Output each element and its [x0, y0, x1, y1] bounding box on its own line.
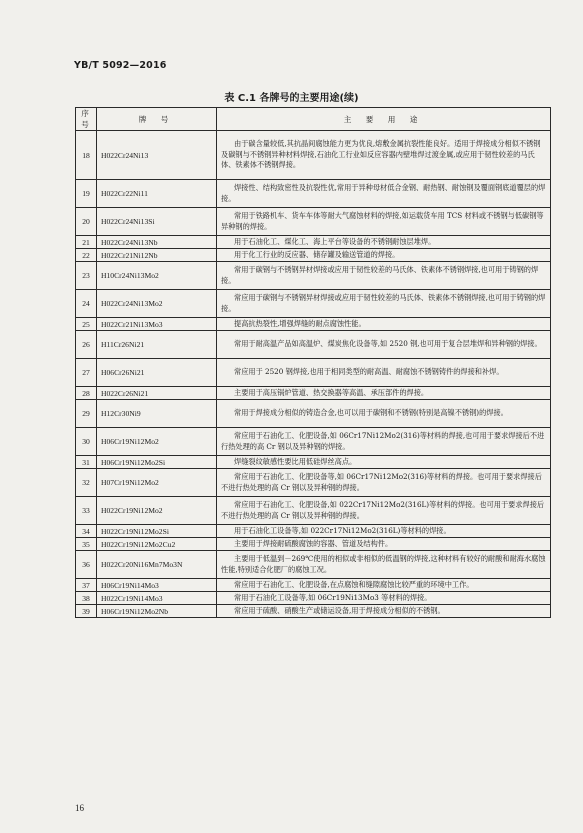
table-row	[76, 262, 551, 290]
row-number: 37	[76, 579, 97, 592]
row-grade: H022Cr19Ni12Mo2Cu2	[97, 538, 217, 551]
row-usage: 常用于碳钢与不锈钢异材焊接或应用于韧性较差的马氏体、铁素体不锈钢焊接,也可用于铸钢的焊接。	[217, 262, 551, 290]
row-number: 21	[76, 236, 97, 249]
row-grade: H022Cr20Ni16Mn7Mo3N	[97, 551, 217, 579]
row-usage: 常用于铁路机车、货车车体等耐大气腐蚀材料的焊接,如运载货车用 TCS 材料或不锈钢与低碳钢等异种钢的焊接。	[217, 208, 551, 236]
row-usage: 主要用于焊接耐硫酸腐蚀的容器、管道及结构件。	[217, 538, 551, 551]
column-header-no: 序号	[76, 108, 97, 131]
document-code: YB/T 5092—2016	[74, 60, 167, 71]
row-grade: H07Cr19Ni12Mo2	[97, 469, 217, 497]
row-grade: H06Cr26Ni21	[97, 359, 217, 387]
row-number: 20	[76, 208, 97, 236]
row-number: 30	[76, 428, 97, 456]
table-header-row	[76, 108, 551, 131]
row-number: 29	[76, 400, 97, 428]
row-grade: H022Cr24Ni13Si	[97, 208, 217, 236]
row-grade: H022Cr19Ni12Mo2	[97, 497, 217, 525]
table-row	[76, 180, 551, 208]
row-usage: 常应用于石油化工、化肥设备等,如 06Cr17Ni12Mo2(316)等材料的焊接。也可用于要求焊接后不进行热处理的高 Cr 钢以及异种钢的焊接。	[217, 469, 551, 497]
table-title: 表 C.1 各牌号的主要用途(续)	[224, 93, 359, 104]
row-number: 26	[76, 331, 97, 359]
row-usage: 主要用于低温到－269℃使用的相似或非相似的低温钢的焊接,这种材料有较好的耐酸和耐海水腐蚀性能,特别适合化肥厂的腐蚀工况。	[217, 551, 551, 579]
row-usage: 常应用于 2520 钢焊接,也用于相同类型的耐高温、耐腐蚀不锈钢铸件的焊接和补焊。	[217, 359, 551, 387]
row-usage: 焊缝裂纹敏感性要比用低硅焊丝高点。	[217, 456, 551, 469]
row-usage: 用于化工行业的反应器、储存罐及输送管道的焊接。	[217, 249, 551, 262]
table-row	[76, 525, 551, 538]
table-body	[76, 131, 551, 618]
row-usage: 用于石油化工、煤化工、海上平台等设备的不锈钢耐蚀层堆焊。	[217, 236, 551, 249]
row-number: 35	[76, 538, 97, 551]
table-row	[76, 605, 551, 618]
table-row	[76, 387, 551, 400]
page-number: 16	[75, 803, 84, 813]
row-usage: 焊接性、结构致密性及抗裂性优,常用于异种母材低合金钢、耐热钢、耐蚀钢及覆面钢底道覆层的焊接。	[217, 180, 551, 208]
row-usage: 常用于耐高温产品如高温炉、煤炭焦化设备等,如 2520 钢,也可用于复合层堆焊和异种钢的焊接。	[217, 331, 551, 359]
row-number: 32	[76, 469, 97, 497]
row-usage: 常应用于碳钢与不锈钢异材焊接或应用于韧性较差的马氏体、铁素体不锈钢焊接,也可用于铸钢的焊接。	[217, 290, 551, 318]
table-row	[76, 551, 551, 579]
row-grade: H022Cr19Ni12Mo2Si	[97, 525, 217, 538]
row-grade: H022Cr21Ni13Mo3	[97, 318, 217, 331]
row-number: 27	[76, 359, 97, 387]
table-row	[76, 592, 551, 605]
column-header-grade: 牌 号	[97, 108, 217, 131]
table-row	[76, 249, 551, 262]
table-row	[76, 400, 551, 428]
row-number: 28	[76, 387, 97, 400]
table-row	[76, 497, 551, 525]
row-usage: 主要用于高压锅炉管道、热交换器等高温、承压部件的焊接。	[217, 387, 551, 400]
table-row	[76, 236, 551, 249]
row-number: 36	[76, 551, 97, 579]
grades-usage-table	[75, 107, 551, 618]
row-grade: H022Cr26Ni21	[97, 387, 217, 400]
row-grade: H022Cr19Ni14Mo3	[97, 592, 217, 605]
row-grade: H022Cr24Ni13	[97, 131, 217, 180]
row-grade: H12Cr30Ni9	[97, 400, 217, 428]
row-usage: 提高抗热裂性,增强焊缝的耐点腐蚀性能。	[217, 318, 551, 331]
row-grade: H06Cr19Ni12Mo2Si	[97, 456, 217, 469]
row-number: 18	[76, 131, 97, 180]
column-header-use: 主 要 用 途	[217, 108, 551, 131]
row-grade: H022Cr24Ni13Mo2	[97, 290, 217, 318]
row-usage: 常应用于石油化工、化肥设备,如 022Cr17Ni12Mo2(316L)等材料的焊接。也可用于要求焊接后不进行热处理的高 Cr 钢以及异种钢的焊接。	[217, 497, 551, 525]
row-number: 22	[76, 249, 97, 262]
row-grade: H10Cr24Ni13Mo2	[97, 262, 217, 290]
row-number: 38	[76, 592, 97, 605]
table-row	[76, 428, 551, 456]
row-usage: 常应用于石油化工、化肥设备,在点腐蚀和缝隙腐蚀比较严重的环境中工作。	[217, 579, 551, 592]
row-grade: H06Cr19Ni12Mo2Nb	[97, 605, 217, 618]
row-usage: 常应用于石油化工、化肥设备,如 06Cr17Ni12Mo2(316)等材料的焊接,也可用于要求焊接后不进行热处理的高 Cr 钢以及异种钢的焊接。	[217, 428, 551, 456]
row-usage: 常用于焊接成分相似的铸造合金,也可以用于碳钢和不锈钢(特别是高镍不锈钢)的焊接。	[217, 400, 551, 428]
table-row	[76, 469, 551, 497]
row-usage: 用于石油化工设备等,如 022Cr17Ni12Mo2(316L)等材料的焊接。	[217, 525, 551, 538]
table-row	[76, 290, 551, 318]
row-number: 24	[76, 290, 97, 318]
row-grade: H022Cr24Ni13Nb	[97, 236, 217, 249]
row-number: 39	[76, 605, 97, 618]
row-grade: H022Cr22Ni11	[97, 180, 217, 208]
table-row	[76, 331, 551, 359]
row-usage: 常应用于硫酸、硝酸生产或储运设备,用于焊接成分相似的不锈钢。	[217, 605, 551, 618]
row-grade: H06Cr19Ni12Mo2	[97, 428, 217, 456]
table-row	[76, 318, 551, 331]
row-grade: H06Cr19Ni14Mo3	[97, 579, 217, 592]
row-grade: H022Cr21Ni12Nb	[97, 249, 217, 262]
row-number: 25	[76, 318, 97, 331]
row-number: 23	[76, 262, 97, 290]
row-grade: H11Cr26Ni21	[97, 331, 217, 359]
row-number: 31	[76, 456, 97, 469]
table-row	[76, 456, 551, 469]
table-row	[76, 359, 551, 387]
table-row	[76, 538, 551, 551]
row-number: 33	[76, 497, 97, 525]
table-row	[76, 579, 551, 592]
row-number: 19	[76, 180, 97, 208]
row-usage: 常用于石油化工设备等,如 06Cr19Ni13Mo3 等材料的焊接。	[217, 592, 551, 605]
table-row	[76, 208, 551, 236]
row-number: 34	[76, 525, 97, 538]
row-usage: 由于碳含量较低,其抗晶间腐蚀能力更为优良,熔敷金属抗裂性能良好。适用于焊接成分相似不锈钢及碳钢与不锈钢异种材料焊接,石油化工行业如反应容器内壁堆焊过渡金属,或应用于韧性较差的马氏体、铁素体不锈钢焊接。	[217, 131, 551, 180]
table-row	[76, 131, 551, 180]
